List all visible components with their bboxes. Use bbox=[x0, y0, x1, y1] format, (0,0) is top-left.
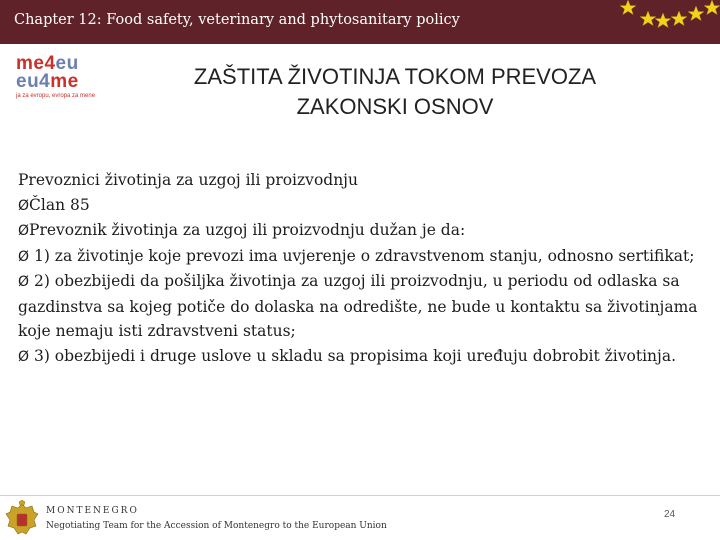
logo-text-eu4: eu4 bbox=[16, 71, 51, 92]
arrow-bullet-icon: Ø bbox=[18, 274, 30, 290]
list-item-text: 1) za životinje koje prevozi ima uvjerenje o zdravstvenom stanju, odnosno sertifikat; bbox=[33, 246, 695, 265]
list-item bbox=[18, 193, 706, 219]
list-item-text: 3) obezbijedi i druge uslove u skladu sa propisima koji uređuju dobrobit životinja. bbox=[33, 346, 677, 365]
page-number: 24 bbox=[664, 509, 676, 520]
eu-stars-icon bbox=[610, 0, 720, 36]
footer-team: Negotiating Team for the Accession of Montenegro to the European Union bbox=[46, 521, 387, 531]
list-item-text: Član 85 bbox=[29, 195, 90, 214]
logo-text-eu: eu bbox=[55, 53, 79, 74]
me4eu-logo bbox=[16, 55, 116, 97]
logo-tagline: ja za evropu, evropa za mene bbox=[16, 93, 96, 99]
arrow-bullet-icon: Ø bbox=[18, 197, 30, 214]
logo-text-me4: me4 bbox=[16, 53, 56, 74]
arrow-bullet-icon: Ø bbox=[18, 348, 30, 365]
list-item bbox=[18, 244, 706, 270]
slide-heading bbox=[120, 62, 670, 122]
slide-header bbox=[0, 0, 720, 44]
arrow-bullet-icon: Ø bbox=[18, 248, 30, 265]
list-item bbox=[18, 344, 706, 370]
heading-line-2: ZAKONSKI OSNOV bbox=[296, 94, 494, 119]
logo-text-me: me bbox=[50, 71, 79, 92]
footer-divider bbox=[0, 495, 720, 496]
body-intro: Prevoznici životinja za uzgoj ili proizvodnju bbox=[18, 171, 358, 189]
list-item bbox=[18, 218, 706, 244]
montenegro-coat-of-arms-icon bbox=[4, 500, 40, 540]
slide-body bbox=[18, 168, 706, 369]
chapter-title: Chapter 12: Food safety, veterinary and phytosanitary policy bbox=[14, 12, 460, 28]
list-item-text: Prevoznik životinja za uzgoj ili proizvodnju dužan je da: bbox=[29, 221, 466, 239]
footer-country: MONTENEGRO bbox=[46, 506, 139, 516]
list-item bbox=[18, 269, 706, 344]
list-item-text: 2) obezbijedi da pošiljka životinja za uzgoj ili proizvodnju, u periodu od odlaska sa gazdinstva sa kojeg potiče do dolaska na odredište, ne bude u kontaktu sa životinjama koje nemaju isti zdravstveni status; bbox=[18, 272, 698, 340]
heading-line-1: ZAŠTITA ŽIVOTINJA TOKOM PREVOZA bbox=[193, 64, 597, 89]
arrow-bullet-icon: Ø bbox=[18, 223, 30, 239]
